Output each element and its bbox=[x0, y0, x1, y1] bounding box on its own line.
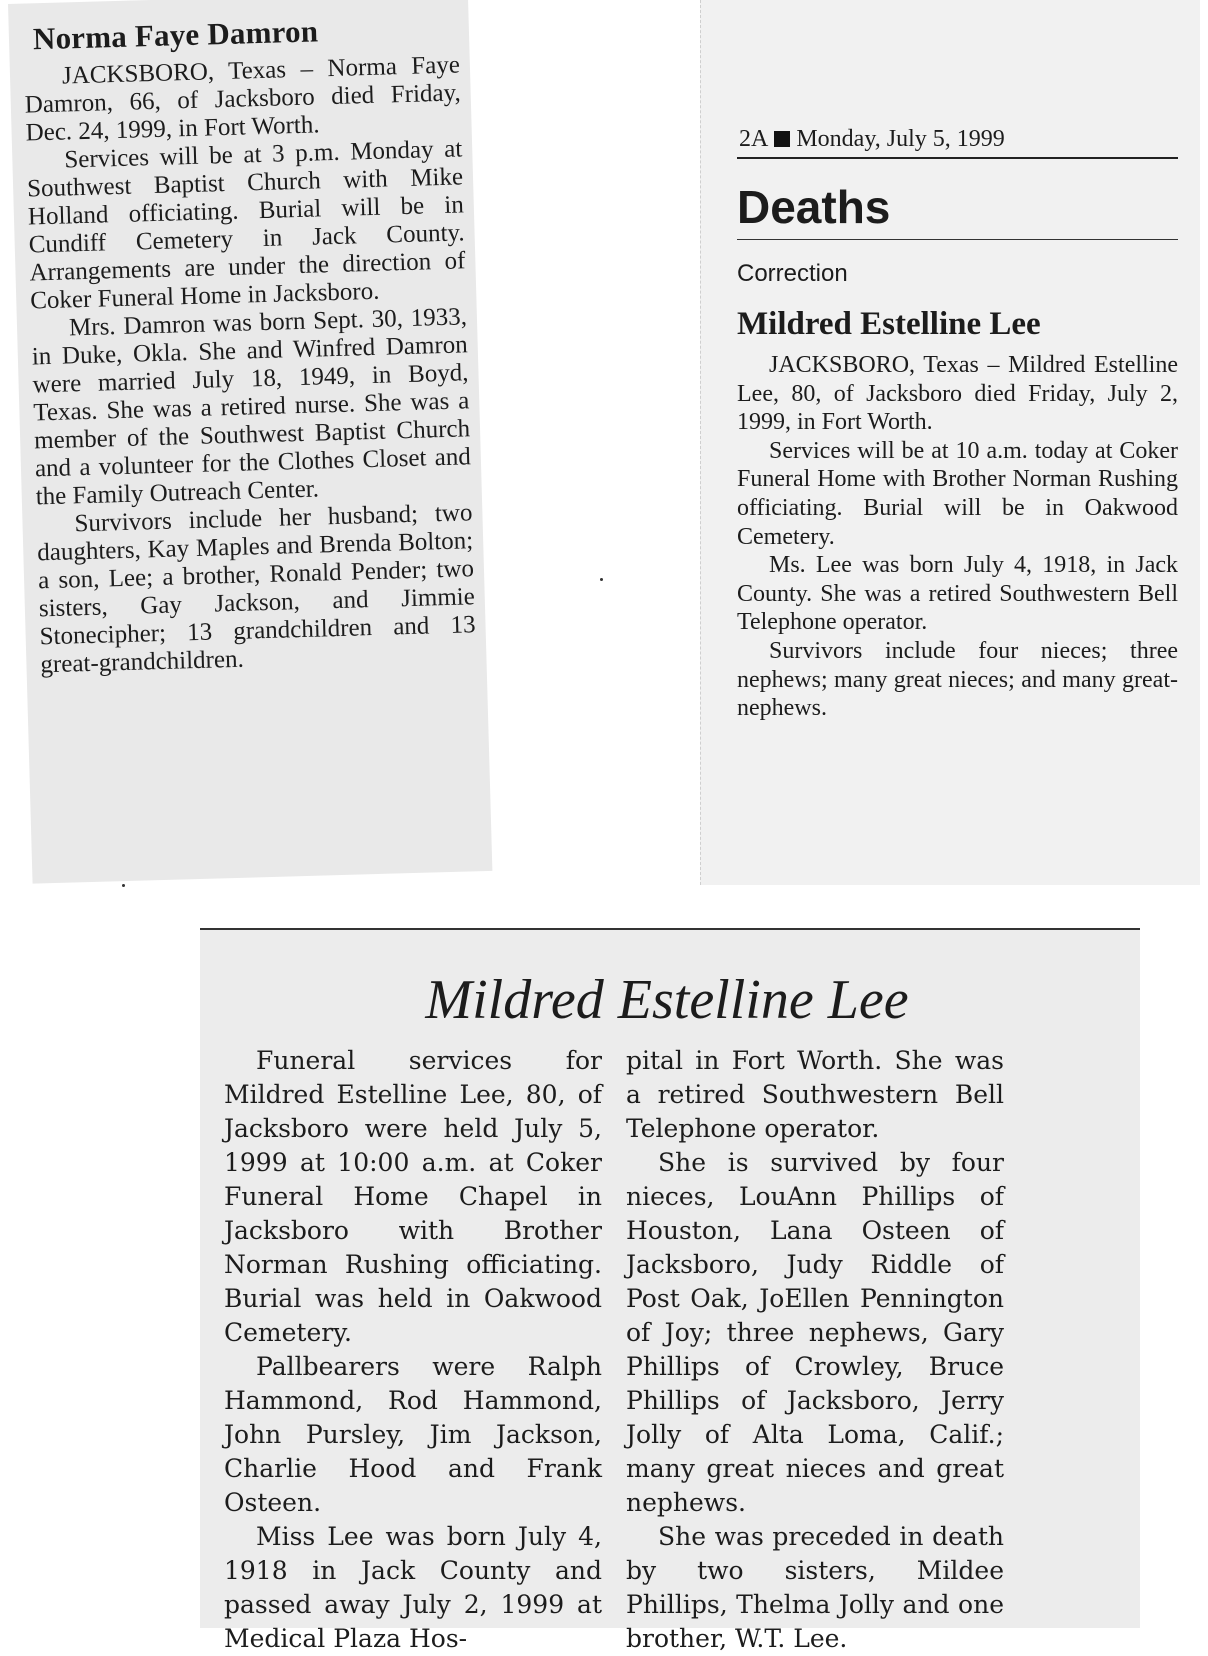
obituary-paragraph: Funeral services for Mildred Estelline Lee, 80, of Jacksboro were held July 5, 1999 at 10:00 a.m. at Coker Funeral Home Chapel in Jacksboro with Brother Norman Rushing officiating. Burial was held in Oakwood Cemetery. bbox=[224, 1046, 602, 1347]
obituary-paragraph: Mrs. Damron was born Sept. 30, 1933, in Duke, Okla. She and Winfred Damron were married July 18, 1949, in Boyd, Texas. She was a retired nurse. She was a member of the Southwest Baptist Church and a volunteer for the Clothes Closet and the Family Outreach Center. bbox=[31, 303, 472, 511]
dust-speck bbox=[600, 578, 603, 581]
obituary-heading: Norma Faye Damron bbox=[32, 13, 319, 57]
page-dateline bbox=[737, 126, 1178, 159]
obituary-column-left bbox=[224, 1044, 602, 1656]
deaths-page-clipping bbox=[700, 0, 1200, 885]
obituary-paragraph-continuation: pital in Fort Worth. She was a retired Southwestern Bell Telephone operator. bbox=[626, 1046, 1004, 1143]
obituary-paragraph: She was preceded in death by two sisters, Mildee Phillips, Thelma Jolly and one brother, W.T. Lee. bbox=[626, 1522, 1004, 1653]
obituary-paragraph: Ms. Lee was born July 4, 1918, in Jack County. She was a retired Southwestern Bell Telephone operator. bbox=[737, 552, 1178, 636]
obituary-clipping-lee bbox=[200, 928, 1140, 1653]
obituary-paragraph: Pallbearers were Ralph Hammond, Rod Hammond, John Pursley, Jim Jackson, Charlie Hood and Frank Osteen. bbox=[224, 1352, 602, 1517]
obituary-paragraph: Services will be at 10 a.m. today at Coker Funeral Home with Brother Norman Rushing officiating. Burial will be in Oakwood Cemetery. bbox=[737, 437, 1178, 550]
obituary-paragraph: Survivors include her husband; two daughters, Kay Maples and Brenda Bolton; a son, Lee; a brother, Ronald Pender; two sisters, Gay Jackson, and Jimmie Stonecipher; 13 grandchildren and 13 great-grandchildren. bbox=[36, 499, 476, 679]
obituary-columns bbox=[224, 1044, 1110, 1656]
obituary-paragraph: She is survived by four nieces, LouAnn Phillips of Houston, Lana Osteen of Jacksboro, Judy Riddle of Post Oak, JoEllen Pennington of Joy; three nephews, Gary Phillips of Crowley, Bruce Phillips of Jacksboro, Jerry Jolly of Alta Loma, Calif.; many great nieces and great nephews. bbox=[626, 1148, 1004, 1517]
obituary-column-right bbox=[626, 1044, 1004, 1656]
dust-speck bbox=[122, 884, 125, 887]
obituary-heading: Mildred Estelline Lee bbox=[737, 306, 1041, 342]
square-bullet-icon bbox=[774, 131, 790, 147]
obituary-paragraph: Survivors include four nieces; three nephews; many great nieces; and many great-nephews. bbox=[737, 637, 1178, 722]
page-number: 2A bbox=[739, 126, 769, 152]
obituary-clipping-damron bbox=[8, 0, 492, 884]
obituary-title: Mildred Estelline Lee bbox=[425, 969, 909, 1031]
section-heading: Deaths bbox=[737, 181, 1178, 240]
obituary-paragraph: Miss Lee was born July 4, 1918 in Jack County and passed away July 2, 1999 at Medical Plaza Hos- bbox=[224, 1522, 602, 1653]
obituary-paragraph: Services will be at 3 p.m. Monday at Southwest Baptist Church with Mike Holland officiating. Burial will be in Cundiff Cemetery in Jack County. Arrangements are under the direction of Coker Funeral Home in Jacksboro. bbox=[26, 135, 466, 315]
correction-label: Correction bbox=[737, 260, 848, 287]
page-date: Monday, July 5, 1999 bbox=[796, 126, 1005, 152]
obituary-paragraph: JACKSBORO, Texas – Norma Faye Damron, 66, of Jacksboro died Friday, Dec. 24, 1999, in Fort Worth. bbox=[24, 51, 462, 147]
obituary-paragraph: JACKSBORO, Texas – Mildred Estelline Lee, 80, of Jacksboro died Friday, July 2, 1999, in Fort Worth. bbox=[737, 352, 1178, 436]
